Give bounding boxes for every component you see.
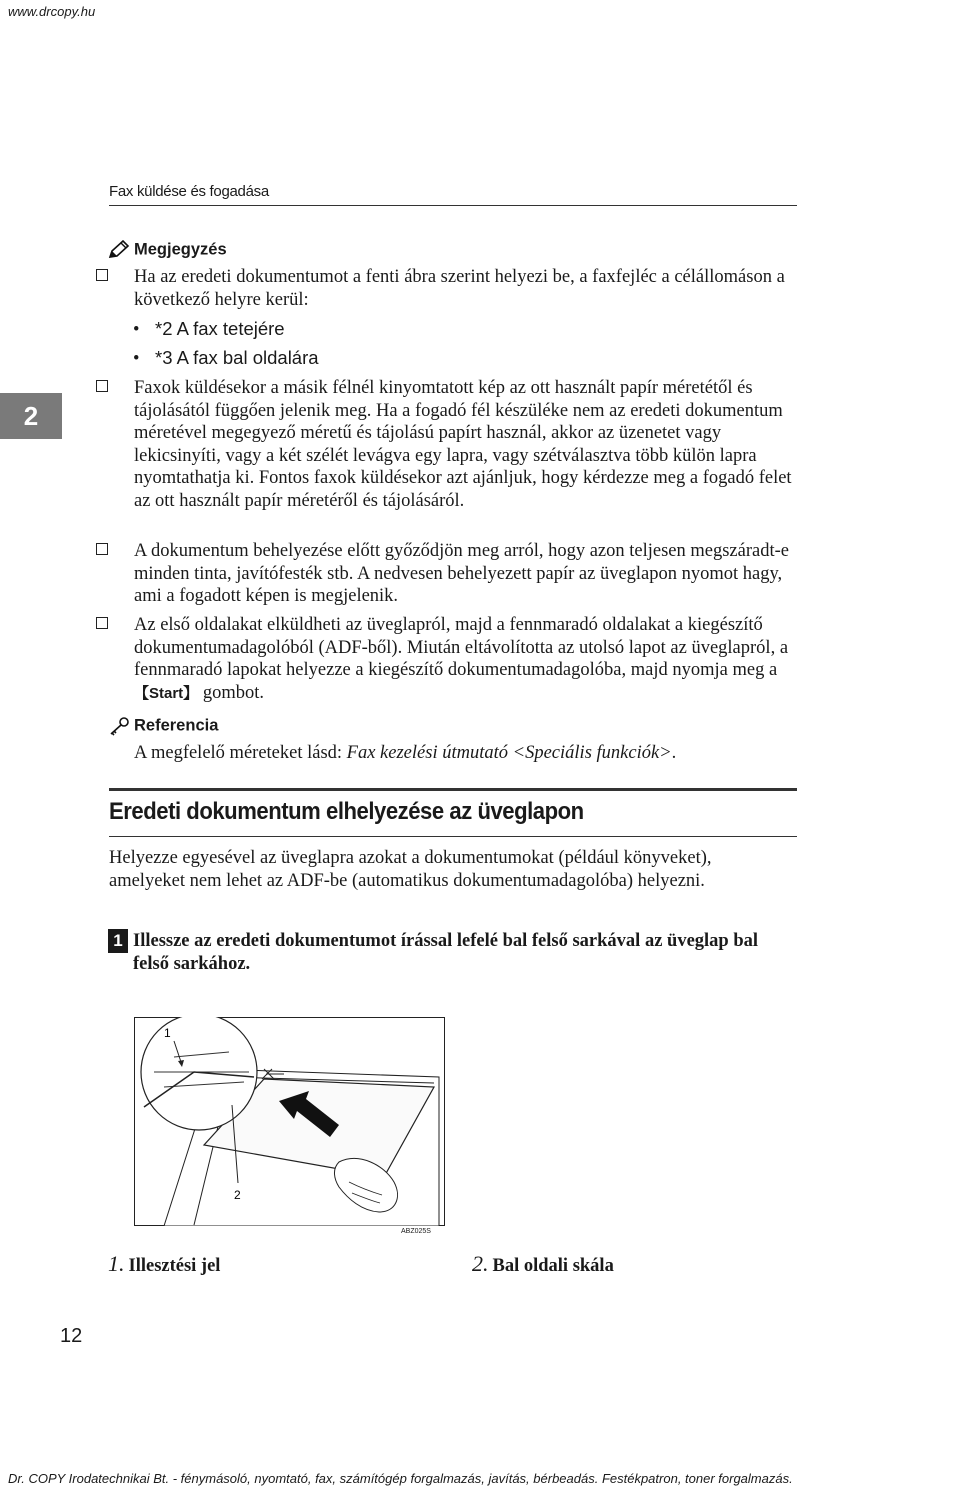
reference-link[interactable]: Fax kezelési útmutató <Speciális funkciók> xyxy=(346,743,672,763)
chapter-tab: 2 xyxy=(0,393,62,439)
caption-1 xyxy=(108,1251,220,1277)
note-item-text-part: gombot. xyxy=(202,682,264,703)
bullet-text: *2 A fax tetejére xyxy=(155,318,285,339)
header-rule xyxy=(109,205,797,206)
note-item-text: Ha az eredeti dokumentumot a fenti ábra szerint helyezi be, a faxfejléc a célállomáson a következő helyre kerül: xyxy=(134,267,785,310)
caption-number: 1. xyxy=(108,1251,125,1276)
bullet-icon: • xyxy=(133,320,140,340)
note-item xyxy=(96,377,796,512)
note-item xyxy=(96,266,796,311)
checkbox-bullet-icon xyxy=(96,543,108,555)
checkbox-bullet-icon xyxy=(96,269,108,281)
caption-label: Illesztési jel xyxy=(128,1256,221,1276)
note-item-text xyxy=(134,614,796,705)
callout-2-label: 2 xyxy=(234,1188,241,1202)
callout-1-label: 1 xyxy=(164,1026,171,1040)
pencil-icon xyxy=(108,240,130,260)
section-rule xyxy=(109,788,797,791)
key-icon xyxy=(108,716,130,736)
section-rule xyxy=(109,836,797,837)
start-key-label: 【Start】 xyxy=(134,684,199,702)
reference-heading: Referencia xyxy=(134,716,219,735)
note-item xyxy=(96,540,796,608)
page-number: 12 xyxy=(60,1325,83,1347)
note-item-text-part: Az első oldalakat elküldheti az üveglapról, majd a fennmaradó oldalakat a kiegészítő dokumentumadagolóból (ADF-ből). Miután eltávolította az utolsó lapot az üveglapról, a fennmaradó lapokat helyezze a kiegészítő dokumentumadagolóba, majd nyomja meg a xyxy=(134,615,789,680)
step-text: Illessze az eredeti dokumentumot írással lefelé bal felső sarkával az üveglap bal felső sarkához. xyxy=(133,931,759,974)
note-item-text: Faxok küldésekor a másik félnél kinyomtatott kép az ott használt papír méretétől és tájolásától függően jelenik meg. Ha a fogadó fél készüléke nem az eredeti dokumentum méretével megegyező méretű és tájolású papírt használ, akkor az üzenetet vagy lekicsinyíti, vagy a két szélét levágva egy lapra, vagy szétválasztva több külön lapra nyomtathatja ki. Fontos faxok küldésekor azt ajánljuk, hogy kérdezze meg a fogadó felet az ott használt papír méretéről és tájolásáról. xyxy=(134,378,792,511)
caption-number: 2. xyxy=(472,1251,489,1276)
reference-text-part: A megfelelő méreteket lásd: xyxy=(134,743,343,763)
note-heading: Megjegyzés xyxy=(134,240,227,259)
list-item xyxy=(133,318,285,342)
checkbox-bullet-icon xyxy=(96,617,108,629)
section-intro: Helyezze egyesével az üveglapra azokat a dokumentumokat (például könyveket), amelyeket nem lehet az ADF-be (automatikus dokumentumadagolóba) helyezni. xyxy=(109,848,712,891)
section-title: Eredeti dokumentum elhelyezése az üveglapon xyxy=(109,798,584,825)
bullet-text: *3 A fax bal oldalára xyxy=(155,347,319,368)
site-url-link[interactable]: www.drcopy.hu xyxy=(8,4,96,19)
note-item xyxy=(96,614,796,705)
checkbox-bullet-icon xyxy=(96,380,108,392)
caption-2 xyxy=(472,1251,614,1277)
caption-label: Bal oldali skála xyxy=(492,1256,614,1276)
note-item-text: A dokumentum behelyezése előtt győződjön meg arról, hogy azon teljesen megszáradt-e minden tinta, javítófesték stb. A nedvesen behelyezett papír az üveglapon nyomot hagy, ami a fogadott képen is megjelenik. xyxy=(134,541,789,606)
figure-code-label: ABZ025S xyxy=(401,1228,431,1235)
reference-text-part: . xyxy=(671,743,677,763)
bullet-icon: • xyxy=(133,349,140,369)
reference-section xyxy=(108,716,218,736)
note-section xyxy=(108,240,227,260)
footer-text: Dr. COPY Irodatechnikai Bt. - fénymásoló, nyomtató, fax, számítógép forgalmazás, javítás, bérbeadás. Festékpatron, toner forgalmazás. xyxy=(8,1471,793,1486)
step-number: 1 xyxy=(108,929,128,953)
list-item xyxy=(133,347,319,371)
reference-text xyxy=(134,743,676,764)
scanner-glass-illustration xyxy=(134,1017,445,1226)
running-header: Fax küldése és fogadása xyxy=(109,183,269,200)
